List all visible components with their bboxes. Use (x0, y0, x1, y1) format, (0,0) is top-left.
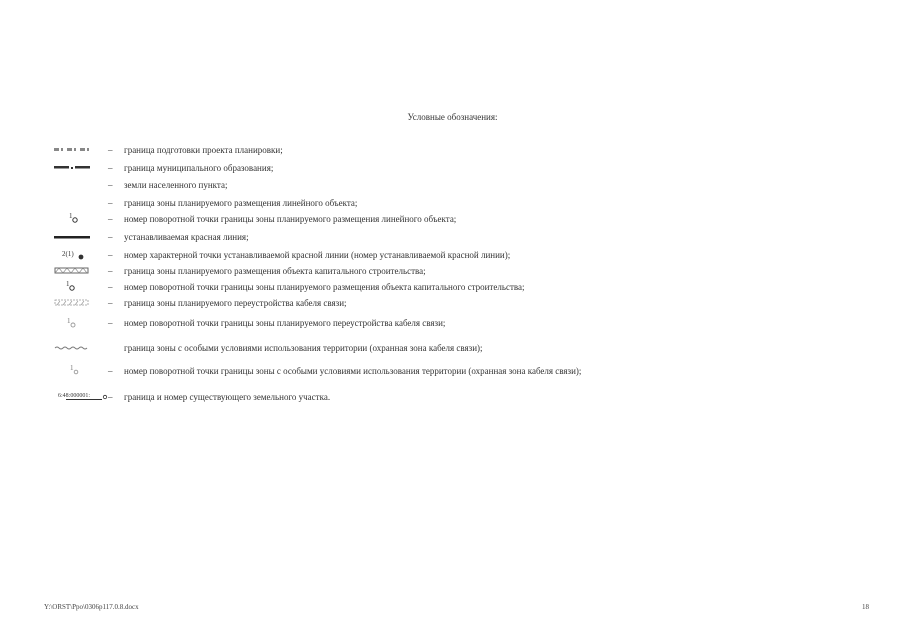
legend-row (0, 161, 905, 175)
legend-row (0, 143, 905, 157)
page-number: 18 (862, 603, 869, 611)
legend-dash: – (108, 214, 113, 224)
legend-row (0, 230, 905, 244)
legend-row (0, 264, 905, 278)
legend-dash: – (108, 163, 113, 173)
legend-description: граница муниципального образования; (124, 163, 274, 173)
construction-zone-symbol (50, 264, 94, 278)
legend-dash: – (108, 180, 113, 190)
legend-row (0, 341, 905, 355)
legend-dash: – (108, 266, 113, 276)
point-circle-icon (68, 284, 76, 292)
legend-row (0, 178, 905, 192)
point-circle-icon (71, 216, 79, 224)
protection-point-symbol (50, 364, 94, 378)
legend-dash: – (108, 145, 113, 155)
point-number-label: 1 (67, 317, 71, 325)
legend-description: граница зоны с особыми условиями использования территории (охранная зона кабеля связи); (124, 343, 483, 353)
legend-title: Условные обозначения: (407, 112, 498, 122)
legend-row (0, 280, 905, 294)
legend-description: номер поворотной точки границы зоны с особыми условиями использования территории (охранная зона кабеля связи); (124, 366, 582, 376)
red-line-point-symbol (50, 248, 94, 262)
point-circle-icon (69, 321, 77, 329)
legend-description: номер поворотной точки границы зоны планируемого размещения линейного объекта; (124, 214, 457, 224)
land-plot-symbol (44, 390, 104, 404)
legend-dash: – (108, 318, 113, 328)
legend-description: земли населенного пункта; (124, 180, 228, 190)
protection-zone-symbol (50, 341, 94, 355)
legend-row (0, 212, 905, 226)
legend-description: номер характерной точки устанавливаемой красной линии (номер устанавливаемой красной линии); (124, 250, 511, 260)
legend-dash: – (108, 250, 113, 260)
legend-row (0, 364, 905, 378)
planning-boundary-symbol (50, 143, 94, 157)
legend-dash: – (108, 232, 113, 242)
cable-zone-symbol (50, 296, 94, 310)
point-number-label: 2(1) (62, 250, 74, 258)
legend-row (0, 316, 905, 330)
point-number-label: 1 (70, 364, 74, 372)
legend-description: граница зоны планируемого размещения линейного объекта; (124, 198, 358, 208)
underline-icon (66, 398, 102, 401)
legend-description: граница и номер существующего земельного участка. (124, 392, 331, 402)
legend-description: граница подготовки проекта планировки; (124, 145, 283, 155)
cable-point-symbol (50, 316, 94, 330)
legend-dash: – (108, 282, 113, 292)
land-plot-number: 6:48:000001: (58, 393, 91, 399)
legend-description: устанавливаемая красная линия; (124, 232, 249, 242)
footer-file-path: Y:\ORST\Ppo\0306p117.0.8.docx (44, 603, 139, 611)
legend-row (0, 196, 905, 210)
legend-row (0, 248, 905, 262)
legend-row (0, 296, 905, 310)
red-line-symbol (50, 230, 94, 244)
legend-row (0, 390, 905, 404)
legend-dash: – (108, 198, 113, 208)
point-dot-icon (77, 253, 85, 261)
point-number-label: 1 (69, 212, 73, 220)
legend-description: граница зоны планируемого размещения объекта капитального строительства; (124, 266, 426, 276)
legend-description: номер поворотной точки границы зоны планируемого переустройства кабеля связи; (124, 318, 446, 328)
municipal-boundary-symbol (50, 161, 94, 175)
legend-dash: – (108, 366, 113, 376)
legend-description: номер поворотной точки границы зоны планируемого размещения объекта капитального строительства; (124, 282, 525, 292)
construction-point-symbol (50, 280, 94, 294)
point-circle-icon (72, 368, 80, 376)
turning-point-symbol (50, 212, 94, 226)
legend-dash: – (108, 298, 113, 308)
point-number-label: 1 (66, 280, 70, 288)
legend-description: граница зоны планируемого переустройства кабеля связи; (124, 298, 347, 308)
legend-dash: – (108, 392, 113, 402)
